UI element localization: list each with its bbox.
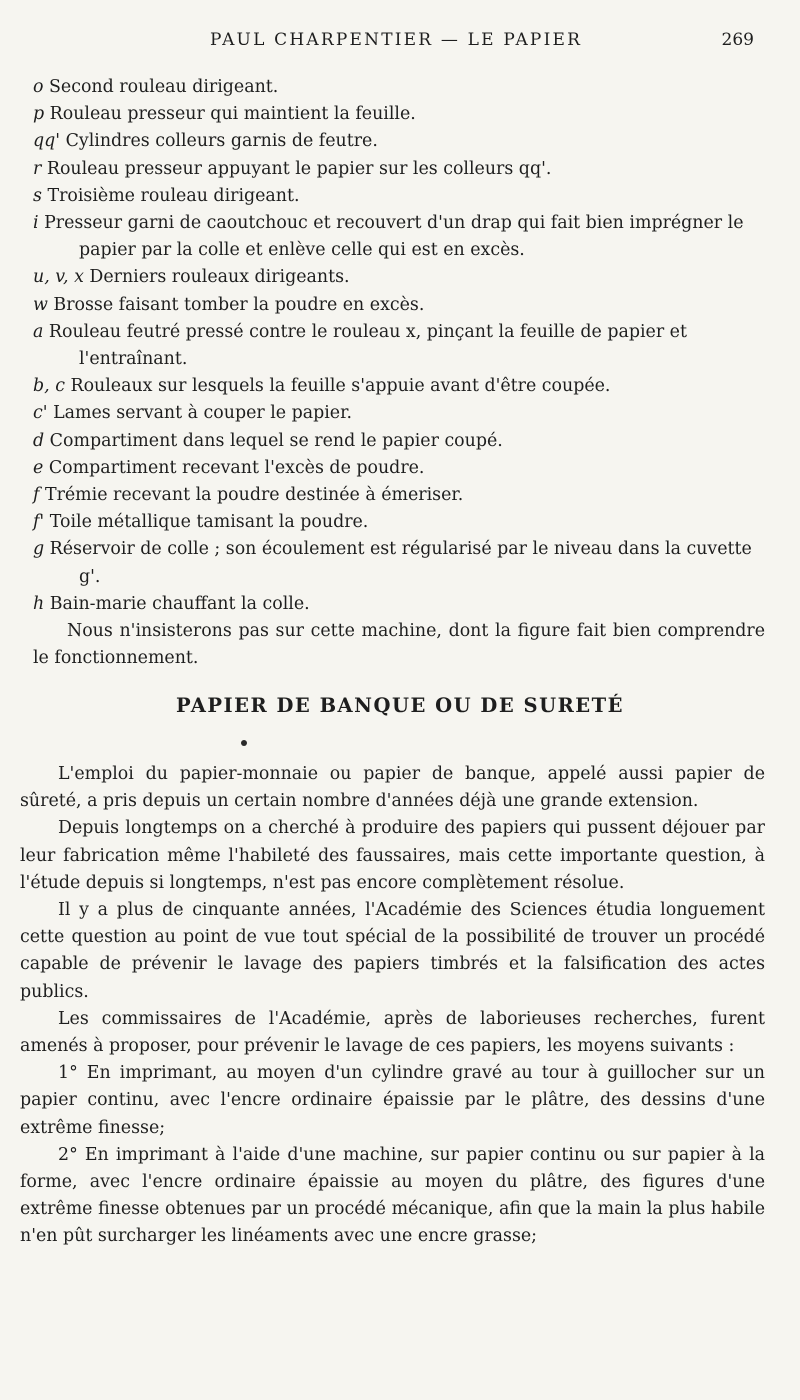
legend-item [20, 509, 765, 536]
paragraph: 2° En imprimant à l'aide d'une machine, sur papier continu ou sur papier à la forme, avec l'encre ordinaire épaissie au moyen du plâtre, des figures d'une extrême finesse obtenues par un procédé mécanique, afin que la main la plus habile n'en pût surcharger les linéaments avec une encre grasse; [20, 1144, 765, 1247]
legend-text: Second rouleau dirigeant. [49, 77, 279, 97]
legend-text: Rouleau feutré pressé contre le rouleau x, pinçant la feuille de papier et l'entraînant. [48, 321, 687, 370]
section-body [20, 761, 765, 1251]
legend-item [20, 183, 765, 210]
legend-text: Rouleau presseur appuyant le papier sur les colleurs qq'. [46, 158, 552, 179]
paragraph: Il y a plus de cinquante années, l'Académie des Sciences étudia longuement cette question au point de vue tout spécial de la possibilité de trouver un procédé capable de prévenir le lavage des papiers timbrés et la falsification des actes publics. [20, 900, 765, 1002]
running-head [0, 30, 800, 54]
legend-text: Presseur garni de caoutchouc et recouvert d'un drap qui fait bien imprégner le papier par la colle et enlève celle qui est en excès. [44, 213, 744, 261]
paragraph: Les commissaires de l'Académie, après de laborieuses recherches, furent amenés à proposer, pour prévenir le lavage de ces papiers, les moyens suivants : [20, 1008, 765, 1057]
legend-text: Compartiment recevant l'excès de poudre. [48, 457, 425, 478]
legend-item [20, 292, 765, 319]
paragraph: Depuis longtemps on a cherché à produire des papiers qui pussent déjouer par leur fabrication même l'habileté des faussaires, mais cette importante question, à l'étude depuis si longtemps, n'est pas encore complètement résolue. [20, 818, 765, 893]
section-title: PAPIER DE BANQUE OU DE SURETÉ [175, 694, 625, 717]
legend-item [20, 591, 765, 618]
legend-key: w [33, 294, 48, 315]
legend-key: qq' [33, 131, 61, 152]
legend-text: Réservoir de colle ; son écoulement est régularisé par le niveau dans la cuvette g'. [49, 539, 752, 587]
legend-key: f' [33, 512, 45, 533]
legend-key: b, c [33, 376, 65, 397]
legend-item [20, 319, 765, 373]
legend-key: r [33, 158, 42, 179]
legend-key: i [33, 213, 39, 234]
legend-key: o [33, 77, 44, 97]
legend-key: c' [33, 403, 48, 424]
legend-text: Rouleau presseur qui maintient la feuille. [49, 104, 416, 125]
legend-key: d [33, 430, 45, 451]
legend-item [20, 428, 765, 455]
legend-text: Lames servant à couper le papier. [53, 403, 353, 424]
legend-text: Brosse faisant tomber la poudre en excès. [53, 294, 425, 315]
legend-item [20, 210, 765, 264]
legend-closing-paragraph: Nous n'insisterons pas sur cette machine, dont la figure fait bien comprendre le fonctionnement. [33, 621, 765, 669]
legend-text: Troisième rouleau dirigeant. [47, 185, 300, 206]
legend-key: h [33, 593, 45, 614]
legend-item [20, 482, 765, 509]
legend-key: u, v, x [33, 267, 84, 288]
legend-item [20, 74, 765, 101]
legend-text: Compartiment dans lequel se rend le papier coupé. [49, 430, 503, 451]
legend-key: s [33, 185, 42, 206]
page-number: 269 [721, 30, 754, 50]
legend-item [20, 128, 765, 155]
legend-key: g [33, 539, 45, 560]
legend-text: Derniers rouleaux dirigeants. [89, 267, 350, 288]
legend-key: a [33, 321, 44, 342]
legend-item [20, 536, 765, 590]
legend-key: e [33, 457, 44, 478]
legend-key: f [33, 485, 40, 506]
legend-text: Bain-marie chauffant la colle. [49, 593, 310, 614]
running-title: PAUL CHARPENTIER — LE PAPIER [210, 30, 583, 50]
legend-item [20, 101, 765, 128]
legend-item [20, 264, 765, 291]
ornament-dot [241, 740, 247, 746]
figure-legend [20, 74, 765, 672]
paragraph: 1° En imprimant, au moyen d'un cylindre gravé au tour à guillocher sur un papier continu, avec l'encre ordinaire épaissie par le plâtre, des dessins d'une extrême finesse; [20, 1063, 765, 1138]
legend-item [20, 373, 765, 400]
legend-item [20, 156, 765, 183]
legend-key: p [33, 104, 45, 125]
legend-text: Cylindres colleurs garnis de feutre. [65, 131, 378, 152]
legend-item [20, 455, 765, 482]
paragraph: L'emploi du papier-monnaie ou papier de banque, appelé aussi papier de sûreté, a pris depuis un certain nombre d'années déjà une grande extension. [20, 764, 765, 812]
legend-item [20, 400, 765, 427]
legend-text: Toile métallique tamisant la poudre. [49, 512, 369, 533]
legend-text: Rouleaux sur lesquels la feuille s'appuie avant d'être coupée. [70, 376, 611, 397]
legend-text: Trémie recevant la poudre destinée à émeriser. [44, 485, 464, 506]
